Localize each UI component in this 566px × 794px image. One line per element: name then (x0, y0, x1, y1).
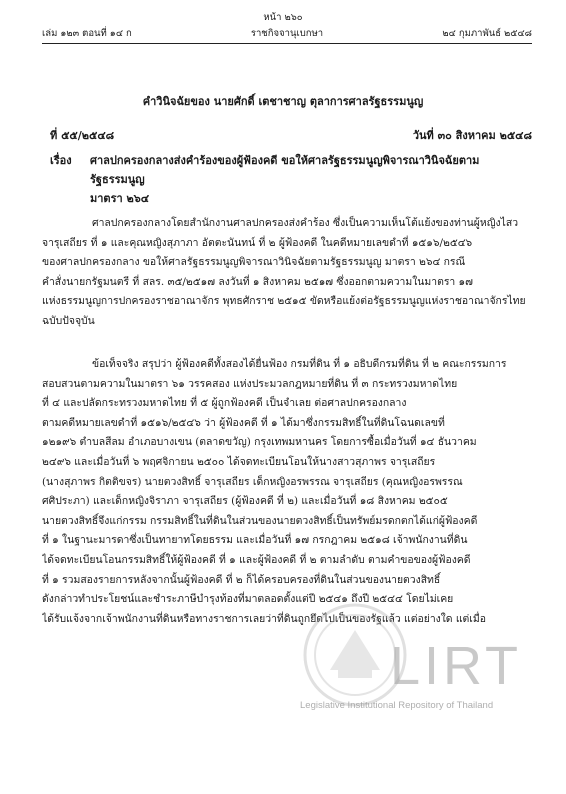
paragraph-background (42, 214, 532, 332)
ruling-number: ที่ ๕๕/๒๕๔๘ (50, 129, 115, 142)
header-divider (42, 43, 532, 44)
paragraph-line: ดังกล่าวทำประโยชน์และชำระภาษีบำรุงท้องที่มาตลอดตั้งแต่ปี ๒๕๔๑ ถึงปี ๒๕๔๔ โดยไม่เคย (42, 593, 454, 606)
gazette-name: ราชกิจจานุเบกษา (250, 28, 324, 39)
page-number: หน้า ๒๖๐ (263, 12, 303, 23)
paragraph-line: ข้อเท็จจริง สรุปว่า ผู้ฟ้องคดีทั้งสองได้ยื่นฟ้อง กรมที่ดิน ที่ ๑ อธิบดีกรมที่ดิน ที่ ๒ คณะกรรมการ (92, 358, 507, 370)
paragraph-line: นายตวงสิทธิ์จึงแก่กรรม กรรมสิทธิ์ในที่ดินในส่วนของนายตวงสิทธิ์เป็นทรัพย์มรดกตกได้แก่ผู้ฟ้องคดี (42, 514, 478, 527)
paragraph-line: แห่งธรรมนูญการปกครองราชอาณาจักร พุทธศักราช ๒๕๑๕ ขัดหรือแย้งต่อรัฐธรรมนูญแห่งราชอาณาจักรไทย (42, 295, 526, 308)
subject-line: ศาลปกครองกลางส่งคำร้องของผู้ฟ้องคดี ขอให้ศาลรัฐธรรมนูญพิจารณาวินิจฉัยตามรัฐธรรมนูญ (90, 154, 480, 186)
paragraph-line: ที่ ๑ ในฐานะมารดาซึ่งเป็นทายาทโดยธรรม และเมื่อวันที่ ๑๗ กรกฎาคม ๒๕๑๘ เจ้าพนักงานที่ดิน (42, 534, 468, 547)
paragraph-facts (42, 355, 532, 629)
watermark-subtitle: Legislative Institutional Repository of Thailand (300, 700, 494, 711)
paragraph-line: สอบสวนตามความในมาตรา ๖๑ วรรคสอง แห่งประมวลกฎหมายที่ดิน ที่ ๓ กระทรวงมหาดไทย (42, 377, 458, 390)
paragraph-line: ศศิประภา) และเด็กหญิงจิราภา จารุเสถียร (ผู้ฟ้องคดี ที่ ๒) และเมื่อวันที่ ๑๘ สิงหาคม ๒๕๐๕ (42, 495, 448, 508)
paragraph-line: คำสั่งนายกรัฐมนตรี ที่ สลร. ๓๕/๒๕๑๗ ลงวันที่ ๑ สิงหาคม ๒๕๑๗ ซึ่งออกตามความในมาตรา ๑๗ (42, 275, 473, 288)
subject-label: เรื่อง (50, 154, 72, 167)
paragraph-line: ๑๒๑๙๖ ตำบลสีลม อำเภอบางเขน (ตลาดขวัญ) กรุงเทพมหานคร โดยการซื้อเมื่อวันที่ ๑๔ ธันวาคม (42, 436, 477, 449)
paragraph-line: ๒๔๙๖ และเมื่อวันที่ ๖ พฤศจิกายน ๒๕๐๐ ได้จดทะเบียนโอนให้นางสาวสุภาพร จารุเสถียร (42, 455, 436, 468)
paragraph-line: ตามคดีหมายเลขดำที่ ๑๕๑๖/๒๕๔๖ ว่า ผู้ฟ้องคดี ที่ ๑ ได้มาซึ่งกรรมสิทธิ์ในที่ดินโฉนดเลขที่ (42, 416, 445, 429)
ruling-date: วันที่ ๓๐ สิงหาคม ๒๕๔๘ (412, 129, 532, 142)
watermark-logo-text: LIRT (390, 636, 523, 696)
paragraph-line: ได้จดทะเบียนโอนกรรมสิทธิ์ให้ผู้ฟ้องคดี ที่ ๑ และผู้ฟ้องคดี ที่ ๒ ตามลำดับ ตามคำขอของผู้ฟ้องคดี (42, 553, 471, 566)
paragraph-line: ศาลปกครองกลางโดยสำนักงานศาลปกครองส่งคำร้อง ซึ่งเป็นความเห็นโต้แย้งของท่านผู้หญิงไสว (92, 217, 519, 229)
paragraph-line: จารุเสถียร ที่ ๑ และคุณหญิงสุภาภา อัตตะนันทน์ ที่ ๒ ผู้ฟ้องคดี ในคดีหมายเลขดำที่ ๑๕๑๖/๒๕๔๖ (42, 236, 473, 249)
paragraph-line: ได้รับแจ้งจากเจ้าพนักงานที่ดินหรือทางราชการเลยว่าที่ดินถูกยึดไปเป็นของรัฐแล้ว แต่อย่างใด แต่เมื่อ (42, 612, 486, 625)
document-title: คำวินิจฉัยของ นายศักดิ์ เตชาชาญ ตุลาการศาลรัฐธรรมนูญ (142, 95, 424, 108)
subject-text (90, 151, 532, 208)
paragraph-line: ที่ ๔ และปลัดกระทรวงมหาดไทย ที่ ๕ ผู้ถูกฟ้องคดี เป็นจำเลย ต่อศาลปกครองกลาง (42, 397, 407, 410)
paragraph-line: ที่ ๑ รวมสองรายการหลังจากนั้นผู้ฟ้องคดี ที่ ๒ ก็ได้ครอบครองที่ดินในส่วนของนายตวงสิทธิ์ (42, 573, 441, 586)
volume-issue: เล่ม ๑๒๓ ตอนที่ ๑๔ ก (42, 28, 132, 39)
subject-line: มาตรา ๒๖๔ (90, 192, 150, 205)
paragraph-line: (นางสุภาพร กิตติขจร) นายตวงสิทธิ์ จารุเสถียร เด็กหญิงอรพรรณ จารุเสถียร (คุณหญิงอรพรรณ (42, 475, 463, 488)
gazette-date: ๒๔ กุมภาพันธ์ ๒๕๔๘ (442, 28, 532, 39)
paragraph-line: ของศาลปกครองกลาง ขอให้ศาลรัฐธรรมนูญพิจารณาวินิจฉัยตามรัฐธรรมนูญ มาตรา ๒๖๔ กรณี (42, 256, 466, 269)
paragraph-line: ฉบับปัจจุบัน (42, 314, 95, 327)
